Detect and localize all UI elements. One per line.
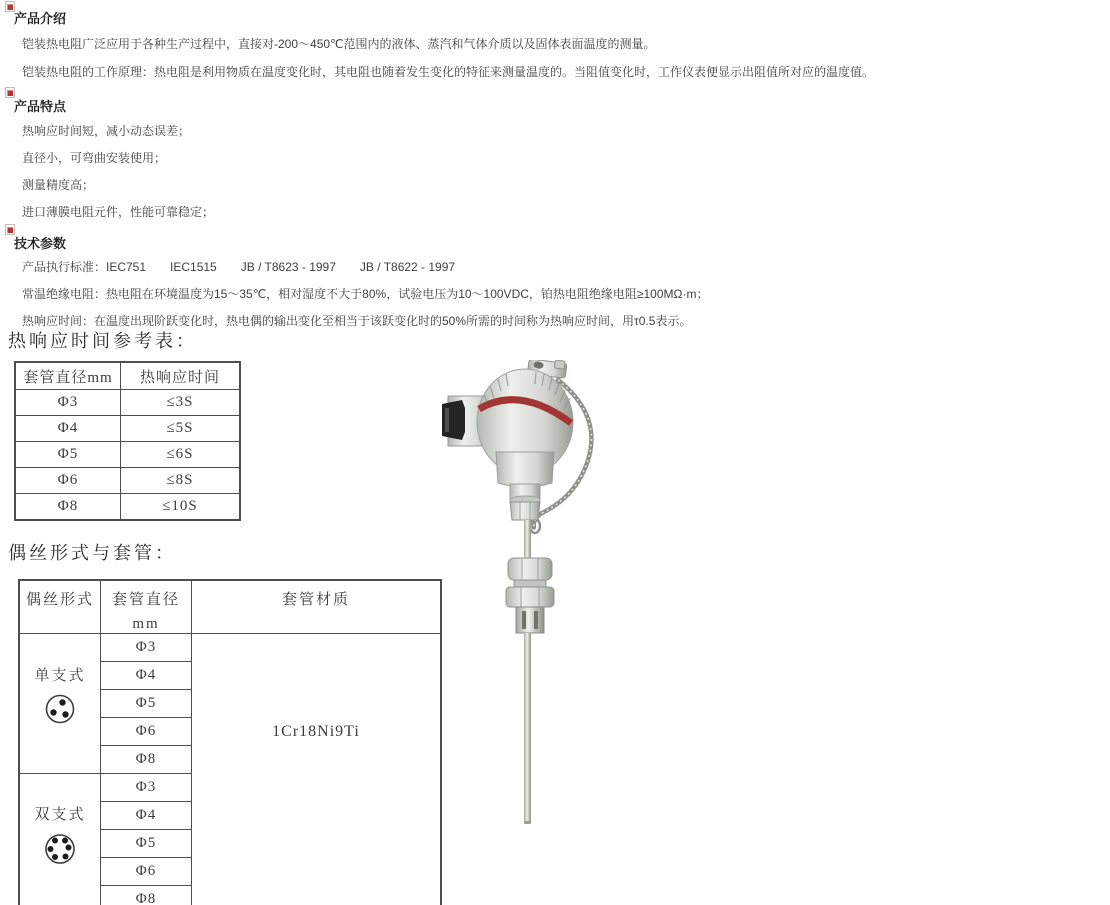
product-image [440, 360, 610, 830]
rt-time: ≤8S [121, 468, 241, 494]
wt-diameter: Φ6 [101, 858, 192, 886]
rt-time: ≤6S [121, 442, 241, 468]
single-element-3-dots-icon [44, 693, 76, 725]
wt-diameter: Φ5 [101, 830, 192, 858]
wt-diameter: Φ6 [101, 718, 192, 746]
wt-header-diameter-line2: mm [132, 616, 160, 632]
fitting-hex-bottom [506, 587, 554, 607]
wt-header-form [19, 580, 101, 634]
section-title-features: 产品特点 [14, 99, 67, 114]
wt-header-material [192, 580, 442, 634]
spec-item-response-time: 热响应时间：在温度出现阶跃变化时，热电偶的输出变化至相当于该跃变化时的50%所需的时间称为热响应时间，用τ0.5表示。 [22, 314, 692, 328]
wt-diameter: Φ3 [101, 774, 192, 802]
table-row [19, 634, 441, 662]
intro-paragraph-1: 铠装热电阻广泛应用于各种生产过程中，直接对-200～450℃范围内的液体、蒸汽和气体介质以及固体表面温度的测量。 [22, 37, 656, 51]
table-header-row [15, 362, 240, 390]
feature-item-3: 测量精度高； [22, 178, 95, 192]
double-element-6-dots-icon [43, 832, 77, 866]
wire-form-table [18, 579, 442, 905]
wt-diameter: Φ4 [101, 662, 192, 690]
rt-diameter: Φ4 [15, 416, 121, 442]
wt-form-double-cell [19, 774, 101, 905]
table-row [15, 468, 240, 494]
table-row [15, 390, 240, 416]
fitting-collet [516, 607, 544, 633]
feature-item-2: 直径小，可弯曲安装使用； [22, 151, 167, 165]
rt-time: ≤10S [121, 494, 241, 521]
intro-paragraph-2: 铠装热电阻的工作原理：热电阻是利用物质在温度变化时，其电阻也随着发生变化的特征来测量温度的。当阻值变化时，工作仪表便显示出阻值所对应的温度值。 [22, 65, 875, 79]
wt-diameter: Φ4 [101, 802, 192, 830]
rt-diameter: Φ3 [15, 390, 121, 416]
rt-header-time: 热响应时间 [121, 362, 241, 390]
spec-item-insulation: 常温绝缘电阻：热电阻在环境温度为15～35℃，相对湿度不大于80%，试验电压为10～100VDC，铂热电阻绝缘电阻≥100MΩ·m； [22, 287, 709, 301]
section-title-specs: 技术参数 [14, 236, 67, 251]
wt-material: 1Cr18Ni9Ti [192, 634, 442, 905]
probe-rod [524, 633, 531, 823]
section-title-intro: 产品介绍 [14, 11, 67, 26]
wt-header-form-label: 偶丝形式 [25, 592, 94, 608]
wt-header-material-label: 套管材质 [281, 592, 350, 608]
wt-form-single-label: 单支式 [34, 667, 86, 684]
upper-hex-nut [510, 502, 540, 520]
wt-form-single-cell [19, 634, 101, 774]
rt-time: ≤3S [121, 390, 241, 416]
fitting-hex-top [508, 558, 552, 580]
rt-time: ≤5S [121, 416, 241, 442]
wt-header-diameter-line1: 套管直径 [111, 592, 180, 608]
rt-diameter: Φ5 [15, 442, 121, 468]
table-row [15, 442, 240, 468]
response-table-caption: 热响应时间参考表： [8, 331, 197, 351]
wt-diameter: Φ5 [101, 690, 192, 718]
wt-diameter: Φ8 [101, 746, 192, 774]
table-header-row [19, 580, 441, 634]
rt-header-diameter: 套管直径mm [15, 362, 121, 390]
response-time-table [14, 361, 241, 521]
wt-diameter: Φ8 [101, 886, 192, 905]
wt-diameter: Φ3 [101, 634, 192, 662]
table-row [15, 494, 240, 521]
spec-item-standards: 产品执行标准：IEC751 IEC1515 JB / T8623 - 1997 JB / T8622 - 1997 [22, 260, 456, 274]
rt-diameter: Φ8 [15, 494, 121, 521]
wt-header-diameter [101, 580, 192, 634]
wire-table-caption: 偶丝形式与套管： [8, 543, 176, 563]
wt-form-double-label: 双支式 [34, 806, 86, 823]
rt-diameter: Φ6 [15, 468, 121, 494]
feature-item-4: 进口薄膜电阻元件，性能可靠稳定； [22, 205, 215, 219]
feature-item-1: 热响应时间短，减小动态误差； [22, 124, 191, 138]
table-row [15, 416, 240, 442]
